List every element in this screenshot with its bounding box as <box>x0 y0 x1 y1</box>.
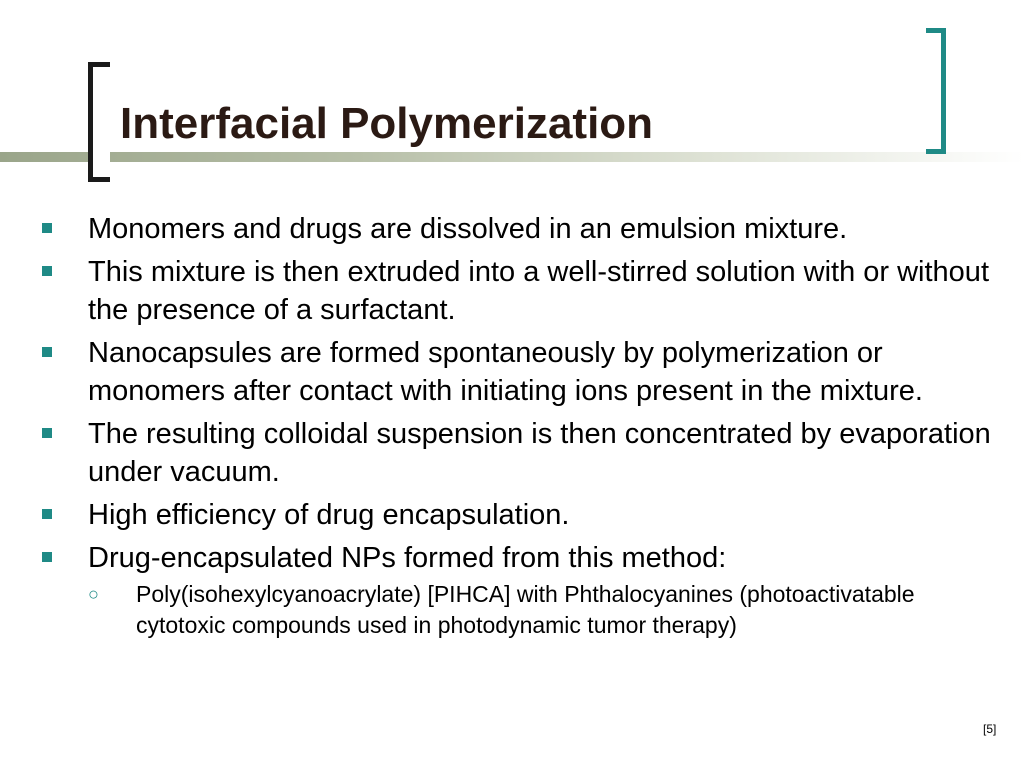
bullet-item <box>40 253 1000 329</box>
right-bracket-decoration <box>926 28 946 154</box>
reference-footnote: [5] <box>983 722 997 736</box>
bullet-text: Drug-encapsulated NPs formed from this method: <box>88 542 727 574</box>
bullet-list <box>40 210 1000 646</box>
square-bullet-icon <box>42 552 52 562</box>
bullet-item <box>40 334 1000 410</box>
sub-bullet-text: Poly(isohexylcyanoacrylate) [PIHCA] with Phthalocyanines (photoactivatable cytotoxic compounds used in photodynamic tumor therapy) <box>136 581 915 638</box>
left-bracket-gap <box>93 152 110 162</box>
title-underline-rule <box>0 152 1024 162</box>
left-bracket-decoration <box>88 62 110 182</box>
bullet-text: Nanocapsules are formed spontaneously by polymerization or monomers after contact with initiating ions present in the mixture. <box>88 337 923 407</box>
square-bullet-icon <box>42 223 52 233</box>
sub-bullet-list <box>88 579 1000 641</box>
bullet-text: This mixture is then extruded into a well-stirred solution with or without the presence of a surfactant. <box>88 256 989 326</box>
sub-bullet-item <box>88 579 1000 641</box>
slide-title: Interfacial Polymerization <box>120 99 654 148</box>
bullet-text: High efficiency of drug encapsulation. <box>88 499 570 531</box>
bullet-item <box>40 496 1000 534</box>
bullet-item <box>40 539 1000 641</box>
hollow-circle-bullet-icon: ○ <box>88 584 99 604</box>
bullet-text: The resulting colloidal suspension is then concentrated by evaporation under vacuum. <box>88 418 991 488</box>
bullet-item <box>40 210 1000 248</box>
square-bullet-icon <box>42 347 52 357</box>
square-bullet-icon <box>42 266 52 276</box>
square-bullet-icon <box>42 509 52 519</box>
bullet-text: Monomers and drugs are dissolved in an emulsion mixture. <box>88 213 848 245</box>
bullet-item <box>40 415 1000 491</box>
square-bullet-icon <box>42 428 52 438</box>
